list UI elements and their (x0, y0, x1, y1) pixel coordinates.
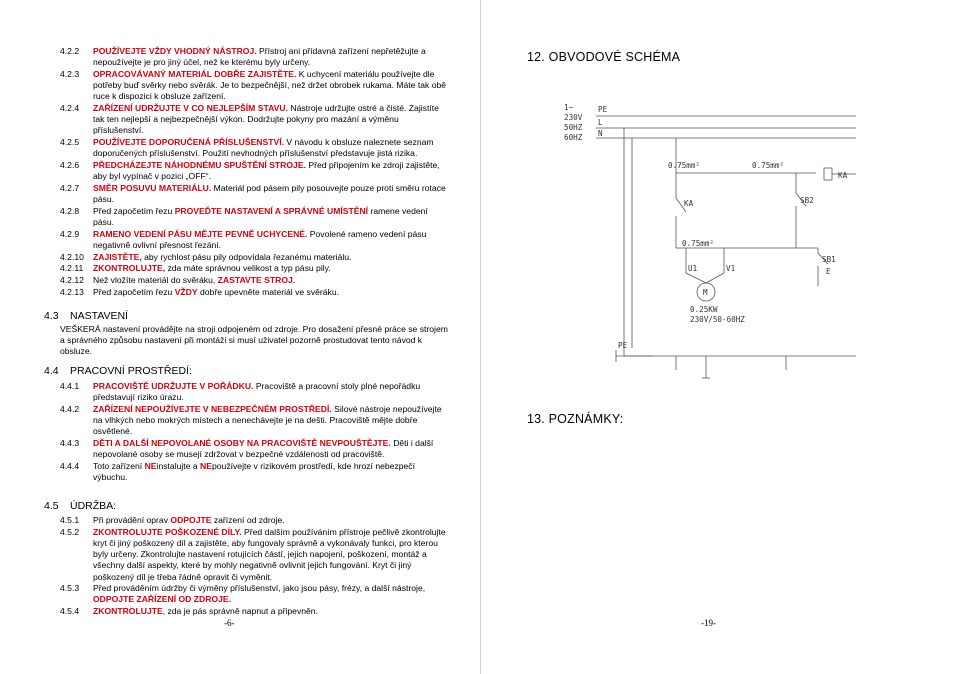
emphasis-text: SMĚR POSUVU MATERIÁLU. (93, 182, 212, 193)
item-text (93, 103, 450, 137)
supply-label: 60HZ (564, 133, 583, 142)
body-text: používejte v rizikovém prostředí, kde hrozí nebezpečí výbuchu. (93, 460, 415, 483)
list-item (60, 183, 450, 205)
body-text: aby rychlost pásu pily odpovídala řezanému materiálu. (141, 251, 352, 262)
item-text (93, 263, 450, 274)
item-text (93, 252, 450, 263)
item-text (93, 438, 450, 460)
item-number: 4.5.2 (60, 526, 80, 537)
emphasis-text: ODPOJTE (170, 515, 212, 525)
switch-label: SB2 (800, 196, 814, 205)
body-text: V návodu k obsluze naleznete seznam doporučených příslušenství. Použití nevhodných příslušenství představuje jistá rizika. (93, 137, 434, 159)
item-text (93, 137, 450, 159)
page-number: -6- (224, 618, 235, 628)
body-text: Děti i další nepovolané osoby se musejí zdržovat v bezpečné vzdálenosti od pracoviště. (93, 438, 434, 460)
body-text: Při provádění oprav (93, 515, 171, 525)
item-number: 4.2.8 (60, 205, 80, 216)
emphasis-text: NE (200, 460, 212, 471)
line-label: N (598, 129, 603, 138)
schematic-labels (564, 103, 848, 350)
list-item (60, 103, 450, 137)
item-number: 4.4.4 (60, 460, 80, 471)
list-item (60, 438, 450, 460)
section-number: 4.5 (44, 500, 59, 512)
emphasis-text: POUŽÍVEJTE DOPORUČENÁ PŘÍSLUŠENSTVÍ. (93, 137, 285, 148)
emphasis-text: POUŽÍVEJTE VŽDY VHODNÝ NÁSTROJ. (93, 46, 257, 56)
section-title: ÚDRŽBA: (70, 500, 117, 512)
item-text (93, 229, 450, 251)
switch-label: SB1 (822, 255, 836, 264)
body-text: Silové nástroje nepoužívejte na vlhkých nebo mokrých místech a nenechávejte je na dešti. Pracoviště mějte dobře osvětlené. (93, 403, 442, 437)
body-text: Pracoviště a pracovní stoly plné nepořádku představují riziko úrazu. (93, 381, 421, 403)
item-number: 4.2.2 (60, 46, 80, 56)
item-number: 4.4.1 (60, 381, 80, 391)
wire-spec: 0.75mm² (682, 239, 715, 248)
relay-coil-label: KA (838, 171, 848, 180)
list-item (60, 46, 450, 68)
item-text (93, 515, 450, 526)
emphasis-text: DĚTI A DALŠÍ NEPOVOLANÉ OSOBY NA PRACOVIŠTĚ NEVPOUŠTĚJTE. (93, 438, 391, 449)
list-item (60, 381, 450, 403)
list-item (60, 229, 450, 251)
section-title: PRACOVNÍ PROSTŘEDÍ: (70, 365, 192, 377)
emphasis-text: ZKONTROLUJTE POŠKOZENÉ DÍLY. (93, 526, 242, 537)
wire-spec: 0.75mm² (668, 161, 701, 170)
section-12-title: 12. OBVODOVÉ SCHÉMA (527, 50, 681, 64)
item-text (93, 46, 450, 68)
item-number: 4.5.1 (60, 515, 80, 525)
emphasis-text: ZKONTROLUJTE (93, 606, 163, 617)
body-text: Přístroj ani přídavná zařízení nepřetěžujte a nepoužívejte je pro jiný účel, než ke kterému byly určeny. (93, 46, 426, 68)
item-number: 4.4.3 (60, 438, 80, 449)
list-item (60, 461, 450, 483)
body-text: instalujte a (156, 460, 201, 471)
item-text (93, 381, 450, 403)
line-label: PE (598, 105, 608, 114)
switch-label: E (826, 267, 831, 276)
list-item (60, 515, 450, 526)
item-number: 4.2.10 (60, 251, 84, 262)
section-13-title: 13. POZNÁMKY: (527, 412, 624, 426)
emphasis-text: ZAŘÍZENÍ NEPOUŽÍVEJTE V NEBEZPEČNÉM PROSTŘEDÍ. (93, 403, 332, 414)
list-item (60, 252, 450, 263)
item-number: 4.2.5 (60, 137, 80, 148)
body-text: zda máte správnou velikost a typ pásu pily. (165, 263, 331, 274)
relay-contact-label: KA (684, 199, 694, 208)
item-number: 4.2.3 (60, 68, 80, 79)
list-item (60, 606, 450, 617)
body-text: K uchycení materiálu používejte dle potřeby buď svěrky nebo svěrák. Je to bezpečnější, než držet obrobek rukama. Máte tak obě ruce k dispozici k obsluze zařízení. (93, 68, 447, 102)
terminal-label: V1 (726, 264, 736, 273)
emphasis-text: ZAŘÍZENÍ UDRŽUJTE V CO NEJLEPŠÍM STAVU. (93, 103, 288, 114)
list-item (60, 206, 450, 228)
section-4-5-items (60, 515, 450, 618)
emphasis-text: ODPOJTE ZAŘÍZENÍ OD ZDROJE. (93, 594, 231, 605)
item-number: 4.5.3 (60, 583, 80, 594)
circuit-diagram (556, 98, 876, 390)
list-item (60, 287, 450, 298)
list-item (60, 160, 450, 182)
terminal-label: U1 (688, 264, 698, 273)
section-number: 4.3 (44, 310, 59, 322)
body-text: Před dalším používáním přístroje pečlivě zkontrolujte kryt či jiný poškozený díl a zajistěte, aby fungovaly správně a vykonávaly funkci, pro kterou byly určeny. Zkontrolujte nastavení rotujících částí, jejich napojení, poškození, montáž a všechny další aspekty, které by mohly negativně ovlivnit jejich fungování. Kryt či jiný poškozený díl je třeba řádně opravit či vyměnit. (93, 526, 446, 582)
item-text (93, 69, 450, 103)
supply-label: 230V (564, 113, 583, 122)
supply-label: 1~ (564, 103, 574, 112)
item-text (93, 527, 450, 583)
item-number: 4.2.11 (60, 263, 84, 274)
motor-spec: 0.25KW (690, 305, 718, 314)
safety-items-list (60, 46, 450, 298)
body-text: Před připojením ke zdroji zajistěte, aby byl vypínač v pozici „OFF“. (93, 160, 440, 182)
emphasis-text: ZASTAVTE STROJ. (217, 275, 296, 286)
item-number: 4.2.9 (60, 228, 80, 239)
emphasis-text: OPRACOVÁVANÝ MATERIÁL DOBŘE ZAJISTĚTE. (93, 68, 297, 79)
section-4-3-text: VEŠKERÁ nastavení provádějte na stroji odpojeném od zdroje. Pro dosažení přesné práce se strojem a správného způsobu nastavení při montáži si musí uživatel pozorně prostudovat tento návod k obsluze. (60, 324, 448, 357)
section-4-4-title (44, 365, 192, 377)
emphasis-text: PROVEĎTE NASTAVENÍ A SPRÁVNÉ UMÍSTĚNÍ (174, 205, 369, 216)
emphasis-text: RAMENO VEDENÍ PÁSU MĚJTE PEVNĚ UCHYCENÉ. (93, 228, 308, 239)
body-text: Toto zařízení (93, 460, 145, 471)
wire-spec: 0.75mm² (752, 161, 785, 170)
emphasis-text: ZKONTROLUJTE, (93, 263, 166, 274)
list-item (60, 137, 450, 159)
body-text: Nástroje udržujte ostré a čisté. Zajistíte tak ten nejlepší a nejbezpečnější výkon. Dodržujte pokyny pro mazání a výměnu příslušenství. (93, 103, 439, 136)
motor-spec: 230V/50-60HZ (690, 315, 745, 324)
item-number: 4.2.12 (60, 275, 84, 286)
item-text (93, 275, 450, 286)
item-text (93, 404, 450, 438)
item-number: 4.2.7 (60, 182, 80, 193)
supply-label: 50HZ (564, 123, 583, 132)
body-text: zařízení od zdroje. (211, 515, 285, 525)
emphasis-text: PRACOVIŠTĚ UDRŽUJTE V POŘÁDKU. (93, 381, 254, 391)
item-text (93, 206, 450, 228)
list-item (60, 527, 450, 583)
body-text: , zda je pás správně napnut a připevněn. (162, 606, 318, 617)
list-item (60, 275, 450, 286)
line-label: PE (618, 341, 628, 350)
motor-symbol: M (703, 288, 708, 297)
section-4-4-items (60, 381, 450, 484)
section-4-3-title (44, 310, 128, 322)
list-item (60, 583, 450, 605)
list-item (60, 263, 450, 274)
body-text: Materiál pod pásem pily posouvejte pouze proti směru rotace pásu. (93, 182, 446, 205)
list-item (60, 404, 450, 438)
item-text (93, 461, 450, 483)
page-number: -19- (701, 618, 716, 628)
item-number: 4.2.6 (60, 160, 80, 171)
item-number: 4.2.4 (60, 103, 80, 114)
item-text (93, 287, 450, 298)
body-text: Povolené rameno vedení pásu negativně ovlivní přesnost řezání. (93, 228, 427, 250)
item-text (93, 183, 450, 205)
body-text: Před prováděním údržby či výměny příslušenství, jako jsou pásy, frézy, a další nástroje, (93, 583, 426, 594)
item-number: 4.2.13 (60, 286, 84, 297)
item-number: 4.4.2 (60, 403, 80, 414)
item-text (93, 606, 450, 617)
emphasis-text: NE (144, 460, 157, 471)
body-text: Před započetím řezu (93, 286, 175, 297)
list-item (60, 69, 450, 103)
item-text (93, 160, 450, 182)
emphasis-text: ZAJISTĚTE, (93, 251, 142, 262)
body-text: Před započetím řezu (93, 205, 175, 216)
item-number: 4.5.4 (60, 606, 80, 617)
emphasis-text: PŘEDCHÁZEJTE NÁHODNÉMU SPUŠTĚNÍ STROJE. (93, 160, 306, 171)
body-text: dobře upevněte materiál ve svěráku. (197, 286, 340, 297)
item-text (93, 583, 450, 605)
line-label: L (598, 118, 603, 127)
section-4-5-title (44, 500, 116, 512)
body-text: Než vložíte materiál do svěráku, (93, 275, 218, 286)
section-number: 4.4 (44, 365, 59, 377)
emphasis-text: VŽDY (174, 286, 198, 297)
section-title: NASTAVENÍ (70, 310, 128, 322)
body-text: ramene vedení pásu. (93, 205, 428, 228)
